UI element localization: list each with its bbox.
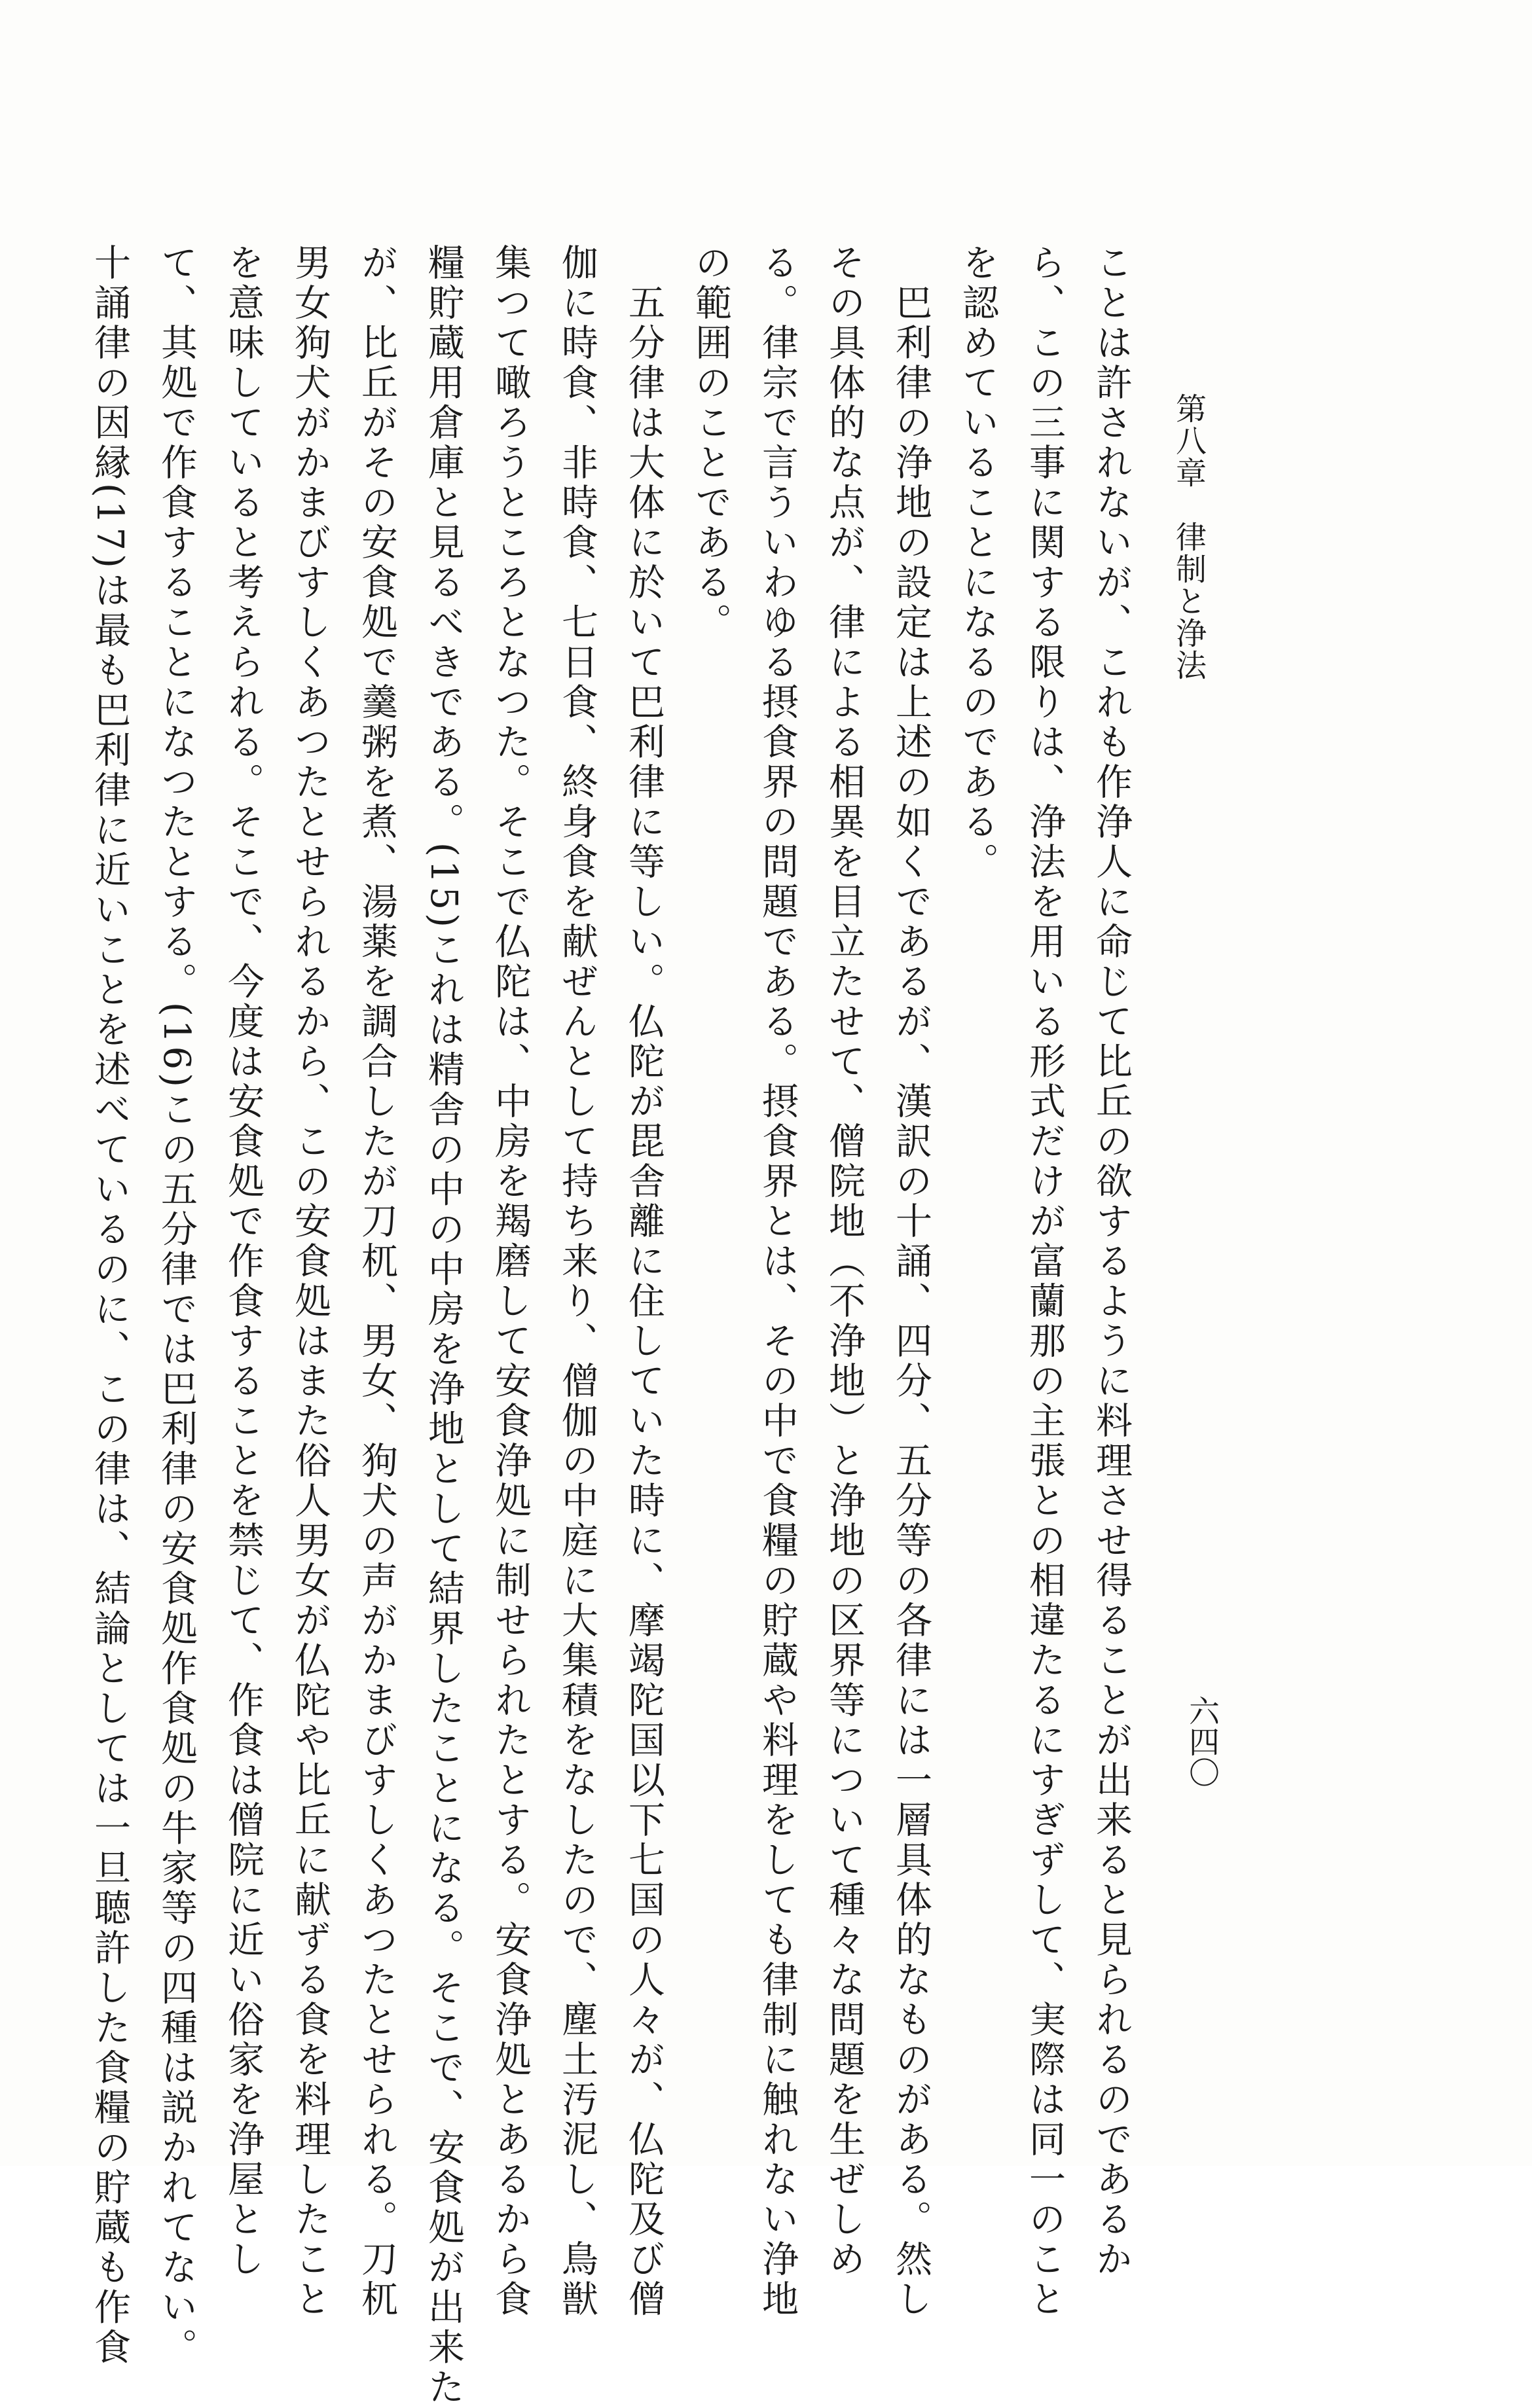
text-line: 巴利律の浄地の設定は上述の如くであるが、漢訳の十誦、四分、五分等の各律には一層具体的なものがある。然し (890, 243, 932, 2320)
text-line: 糧貯蔵用倉庫と見るべきである。(15)これは精舎の中の中房を浄地として結界したことになる。そこで、安食処が出来た (422, 243, 465, 2408)
text-line: を意味していると考えられる。そこで、今度は安食処で作食することを禁じて、作食は僧院に近い俗家を浄屋とし (222, 243, 264, 2280)
text-line: 五分律は大体に於いて巴利律に等しい。仏陀が毘舎離に住していた時に、摩竭陀国以下七国の人々が、仏陀及び僧 (623, 243, 665, 2320)
text-line: 集つて噉ろうところとなつた。そこで仏陀は、中房を羯磨して安食浄処に制せられたとする。安食浄処とあるから食 (489, 243, 532, 2320)
text-line: が、比丘がその安食処で羹粥を煮、湯薬を調合したが刀杌、男女、狗犬の声がかまびすしくあつたとせられる。刀杌 (356, 243, 398, 2320)
text-line: て、其処で作食することになつたとする。(16)この五分律では巴利律の安食処作食処の牛家等の四種は説かれてない。 (155, 243, 198, 2368)
text-line: その具体的な点が、律による相異を目立たせて、僧院地（不浄地）と浄地の区界等について種々な問題を生ぜしめ (823, 243, 866, 2280)
text-line: 十誦律の因縁(17)は最も巴利律に近いことを述べているのに、この律は、結論としては一旦聴許した食糧の貯蔵も作食 (88, 243, 131, 2368)
running-head: 第八章 律制と浄法 (1171, 393, 1207, 681)
text-line: の範囲のことである。 (689, 243, 732, 643)
text-line: る。律宗で言ういわゆる摂食界の問題である。摂食界とは、その中で食糧の貯蔵や料理をしても律制に触れない浄地 (756, 243, 799, 2320)
page-number: 六四〇 (1184, 1695, 1220, 1788)
body-text (76, 243, 1144, 2408)
text-line: 男女狗犬がかまびすしくあつたとせられるから、この安食処はまた俗人男女が仏陀や比丘に献ずる食を料理したこと (289, 243, 331, 2320)
text-line: を認めていることになるのである。 (957, 243, 999, 882)
text-line: ら、この三事に関する限りは、浄法を用いる形式だけが富蘭那の主張との相違たるにすぎずして、実際は同一のこと (1023, 243, 1066, 2320)
text-line: ことは許されないが、これも作浄人に命じて比丘の欲するように料理させ得ることが出来ると見られるのであるか (1090, 243, 1133, 2280)
text-line: 伽に時食、非時食、七日食、終身食を献ぜんとして持ち来り、僧伽の中庭に大集積をなしたので、塵土汚泥し、鳥獣 (556, 243, 598, 2320)
